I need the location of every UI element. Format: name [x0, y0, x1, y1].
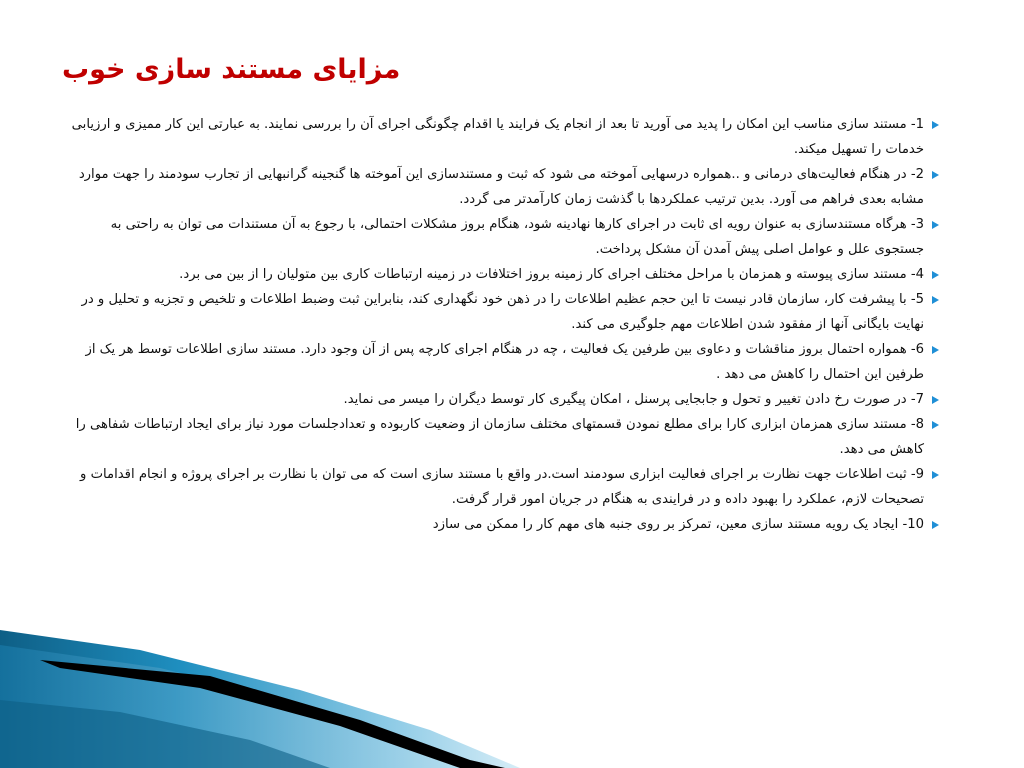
list-item [62, 287, 942, 337]
list-item [62, 387, 942, 412]
list-item-text: 2- در هنگام فعالیت‌های درمانی و ..همواره درسهایی آموخته می شود که ثبت و مستندسازی این آموخته ها گنجینه گرانبهایی از تجارب سودمند را جهت موارد مشابه بعدی فراهم می آورد. بدین ترتیب عملکردها با گذشت زمان کارآمدتر می گردد. [78, 167, 924, 207]
triangle-bullet-icon [928, 162, 942, 187]
triangle-bullet-icon [928, 262, 942, 287]
triangle-bullet-icon [928, 212, 942, 237]
list-item-text: 4- مستند سازی پیوسته و همزمان با مراحل مختلف اجرای کار زمینه بروز اختلافات در زمینه ارتباطات کاری بین متولیان را از بین می برد. [179, 267, 924, 282]
triangle-bullet-icon [928, 462, 942, 487]
wave-band-blue [0, 630, 520, 768]
list-item [62, 462, 942, 512]
list-item [62, 512, 942, 537]
list-item [62, 412, 942, 462]
triangle-bullet-icon [928, 287, 942, 312]
triangle-bullet-icon [928, 112, 942, 137]
list-item-text: 8- مستند سازی همزمان ابزاری کارا برای مطلع نمودن قسمتهای مختلف سازمان از وضعیت کاربوده و تعدادجلسات مورد نیاز برای ایجاد ارتباطات شفاهی را کاهش می دهد. [75, 417, 924, 457]
list-item-text: 10- ایجاد یک رویه مستند سازی معین، تمرکز بر روی جنبه های مهم کار را ممکن می سازد [432, 517, 924, 532]
list-item-text: 9- ثبت اطلاعات جهت نظارت بر اجرای فعالیت ابزاری سودمند است.در واقع با مستند سازی است که می توان با نظارت بر اجرای پروژه و انجام اقدامات و تصحیحات لازم، عملکرد را بهبود داده و در فرایندی به هنگام در جریان امور قرار گرفت. [80, 467, 924, 507]
triangle-bullet-icon [928, 387, 942, 412]
list-item [62, 262, 942, 287]
list-item [62, 112, 942, 162]
list-item-text: 3- هرگاه مستندسازی به عنوان رویه ای ثابت در اجرای کارها نهادینه شود، هنگام بروز مشکلات احتمالی، با رجوع به آن مستندات می توان به راحتی به جستجوی علل و عوامل اصلی پیش آمدن آن مشکل پرداخت. [110, 217, 924, 257]
wave-band-light [0, 645, 470, 768]
list-item [62, 162, 942, 212]
triangle-bullet-icon [928, 412, 942, 437]
list-item-text: 1- مستند سازی مناسب این امکان را پدید می آورید تا بعد از انجام یک فرایند یا اقدام چگونگی اجرای آن را بررسی نمایند. به عبارتی این کار ممیزی و ارزیابی خدمات را تسهیل میکند. [71, 117, 924, 157]
content-list [62, 112, 942, 537]
list-item-text: 5- با پیشرفت کار، سازمان قادر نیست تا این حجم عظیم اطلاعات را در ذهن خود نگهداری کند، بنابراین ثبت وضبط اطلاعات و تلخیص و تجزیه و تحلیل و در نهایت بایگانی آنها از مفقود شدن اطلاعات مهم جلوگیری می کند. [81, 292, 924, 332]
list-item [62, 212, 942, 262]
wave-band-black [40, 660, 505, 768]
wave-band-dark-edge [0, 700, 330, 768]
slide-title: مزایای مستند سازی خوب [62, 54, 401, 85]
triangle-bullet-icon [928, 337, 942, 362]
list-item-text: 6- همواره احتمال بروز مناقشات و دعاوی بین طرفین یک فعالیت ، چه در هنگام اجرای کارچه پس از آن وجود دارد. مستند سازی اطلاعات توسط هر یک از طرفین این احتمال را کاهش می دهد . [85, 342, 924, 382]
list-item-text: 7- در صورت رخ دادن تغییر و تحول و جابجایی پرسنل ، امکان پیگیری کار توسط دیگران را میسر می نماید. [343, 392, 924, 407]
list-item [62, 337, 942, 387]
triangle-bullet-icon [928, 512, 942, 537]
